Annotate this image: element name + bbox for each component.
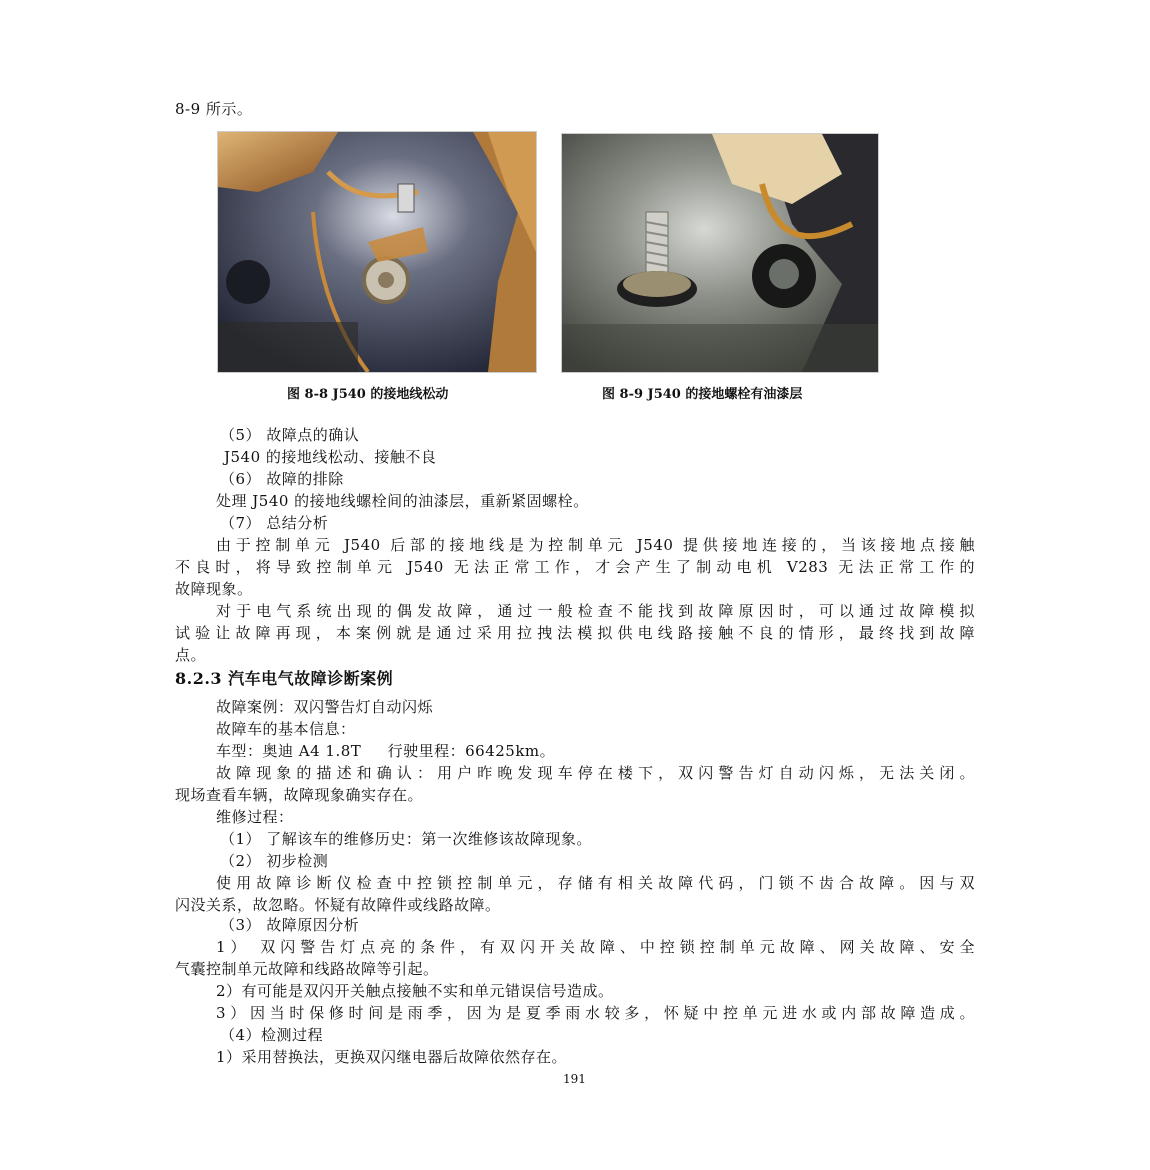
body-line: 故障现象。 — [175, 580, 253, 598]
body-line: 车型：奥迪 A4 1.8T 行驶里程：66425km。 — [216, 742, 556, 760]
body-line: 点。 — [175, 646, 207, 664]
body-line: （4）检测过程 — [220, 1026, 324, 1044]
body-line: 气囊控制单元故障和线路故障等引起。 — [175, 960, 439, 978]
body-line: 使用故障诊断仪检查中控锁控制单元，存储有相关故障代码，门锁不齿合故障。因与双 — [216, 874, 975, 892]
body-line: 2）有可能是双闪开关触点接触不实和单元错误信号造成。 — [216, 982, 614, 1000]
body-line: 故障车的基本信息： — [216, 720, 356, 738]
body-line: （2） 初步检测 — [220, 852, 329, 870]
body-line: 故障现象的描述和确认：用户昨晚发现车停在楼下，双闪警告灯自动闪烁，无法关闭。 — [216, 764, 975, 782]
body-line: 1） 双闪警告灯点亮的条件，有双闪开关故障、中控锁控制单元故障、网关故障、安全 — [216, 938, 975, 956]
body-line: J540 的接地线松动、接触不良 — [224, 448, 437, 466]
page-number: 191 — [563, 1072, 586, 1086]
body-line: 闪没关系，故忽略。怀疑有故障件或线路故障。 — [175, 896, 501, 914]
body-line: 1）采用替换法，更换双闪继电器后故障依然存在。 — [216, 1048, 568, 1066]
figure-8-9-photo — [561, 133, 879, 373]
body-line: 由于控制单元 J540 后部的接地线是为控制单元 J540 提供接地连接的，当该接地点接触 — [216, 536, 975, 554]
body-line: （3） 故障原因分析 — [220, 916, 360, 934]
body-line: 试验让故障再现，本案例就是通过采用拉拽法模拟供电线路接触不良的情形，最终找到故障 — [175, 624, 975, 642]
body-line: 现场查看车辆，故障现象确实存在。 — [175, 786, 424, 804]
body-line: 3）因当时保修时间是雨季，因为是夏季雨水较多，怀疑中控单元进水或内部故障造成。 — [216, 1004, 975, 1022]
figure-8-8-caption: 图 8-8 J540 的接地线松动 — [287, 387, 449, 402]
section-heading: 8.2.3 汽车电气故障诊断案例 — [175, 669, 394, 688]
body-line: 故障案例：双闪警告灯自动闪烁 — [216, 698, 434, 716]
body-line: 对于电气系统出现的偶发故障，通过一般检查不能找到故障原因时，可以通过故障模拟 — [216, 602, 975, 620]
section-7-title: （7） 总结分析 — [220, 514, 329, 532]
body-line: 不良时，将导致控制单元 J540 无法正常工作，才会产生了制动电机 V283 无法正常工作的 — [175, 558, 975, 576]
section-6-title: （6） 故障的排除 — [220, 470, 344, 488]
header-reference: 8-9 所示。 — [175, 100, 253, 118]
section-5-title: （5） 故障点的确认 — [220, 426, 360, 444]
body-line: 处理 J540 的接地线螺栓间的油漆层，重新紧固螺栓。 — [216, 492, 589, 510]
body-line: 维修过程： — [216, 808, 294, 826]
figure-8-9-caption: 图 8-9 J540 的接地螺栓有油漆层 — [602, 387, 803, 402]
figure-8-8-photo — [217, 131, 537, 373]
body-line: （1） 了解该车的维修历史：第一次维修该故障现象。 — [220, 830, 592, 848]
